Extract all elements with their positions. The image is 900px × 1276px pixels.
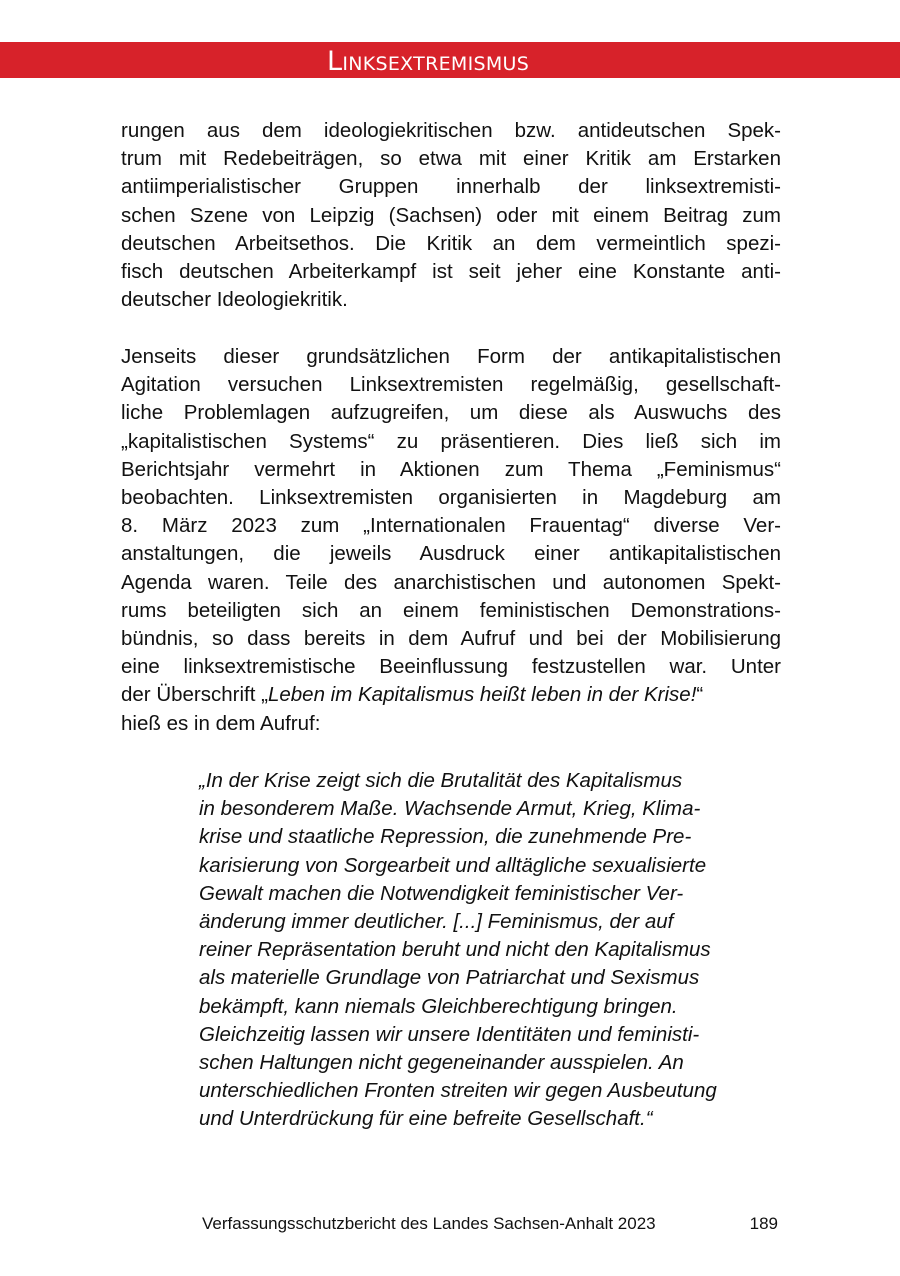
quote-line: Gewalt machen die Notwendigkeit feministischer Ver- [199, 881, 684, 905]
text-line: anstaltungen, die jeweils Ausdruck einer antikapitalistischen [121, 542, 781, 566]
text-line: schen Szene von Leipzig (Sachsen) oder mit einem Beitrag zum [121, 203, 781, 227]
text-line: Agitation versuchen Linksextremisten regelmäßig, gesellschaft- [121, 373, 781, 397]
quote-line: als materielle Grundlage von Patriarchat und Sexismus [199, 966, 700, 990]
publication-title: Verfassungsschutzbericht des Landes Sachsen-Anhalt 2023 [202, 1214, 656, 1233]
quote-line: „In der Krise zeigt sich die Brutalität des Kapitalismus [199, 769, 683, 792]
text-line: liche Problemlagen aufzugreifen, um diese als Auswuchs des [121, 401, 781, 425]
page-number: 189 [749, 1214, 778, 1233]
text-line: antiimperialistischer Gruppen innerhalb der linksextremisti- [121, 175, 781, 199]
text-line: hieß es in dem Aufruf: [121, 711, 321, 735]
quote-line: änderung immer deutlicher. [...] Feminismus, der auf [199, 910, 674, 934]
quote-line: in besonderem Maße. Wachsende Armut, Krieg, Klima- [199, 797, 701, 821]
text-line-with-emphasis [121, 681, 781, 709]
text-line: trum mit Redebeiträgen, so etwa mit einer Kritik am Erstarken [121, 147, 781, 171]
text-fragment: der Überschrift „ [121, 683, 268, 707]
quote-line: karisierung von Sorgearbeit und alltägliche sexualisierte [199, 853, 707, 877]
section-title: Linksextremismus [327, 46, 530, 77]
paragraph-1 [121, 117, 781, 314]
text-fragment: “ [696, 683, 704, 707]
quote-line: krise und staatliche Repression, die zunehmende Pre- [199, 825, 692, 849]
text-line: deutscher Ideologiekritik. [121, 288, 348, 312]
text-line: eine linksextremistische Beeinflussung festzustellen war. Unter [121, 655, 781, 679]
block-quote [199, 767, 769, 1134]
text-line: Agenda waren. Teile des anarchistischen und autonomen Spekt- [121, 570, 781, 594]
quote-line: schen Haltungen nicht gegeneinander ausspielen. An [199, 1051, 684, 1075]
paragraph-2 [121, 343, 781, 738]
quote-line: Gleichzeitig lassen wir unsere Identitäten und feministi- [199, 1022, 700, 1046]
text-line: „kapitalistischen Systems“ zu präsentieren. Dies ließ sich im [121, 429, 781, 453]
quote-line: und Unterdrückung für eine befreite Gesellschaft.“ [199, 1107, 653, 1131]
text-line: Jenseits dieser grundsätzlichen Form der antikapitalistischen [121, 345, 781, 368]
text-line: Berichtsjahr vermehrt in Aktionen zum Thema „Feminismus“ [121, 457, 781, 481]
quote-line: bekämpft, kann niemals Gleichberechtigung bringen. [199, 994, 678, 1018]
page-footer [202, 1214, 778, 1234]
text-line: 8. März 2023 zum „Internationalen Frauentag“ diverse Ver- [121, 514, 781, 538]
text-line: bündnis, so dass bereits in dem Aufruf und bei der Mobilisierung [121, 627, 781, 651]
emphasized-slogan: Leben im Kapitalismus heißt leben in der Krise! [267, 683, 697, 707]
text-line: rungen aus dem ideologiekritischen bzw. antideutschen Spek- [121, 119, 781, 142]
quote-line: unterschiedlichen Fronten streiten wir gegen Ausbeutung [199, 1079, 717, 1103]
quote-line: reiner Repräsentation beruht und nicht den Kapitalismus [199, 938, 711, 962]
text-line: fisch deutschen Arbeiterkampf ist seit jeher eine Konstante anti- [121, 260, 781, 284]
text-line: beobachten. Linksextremisten organisierten in Magdeburg am [121, 486, 781, 510]
text-line: deutschen Arbeitsethos. Die Kritik an dem vermeintlich spezi- [121, 231, 781, 255]
text-line: rums beteiligten sich an einem feministischen Demonstrations- [121, 598, 781, 622]
